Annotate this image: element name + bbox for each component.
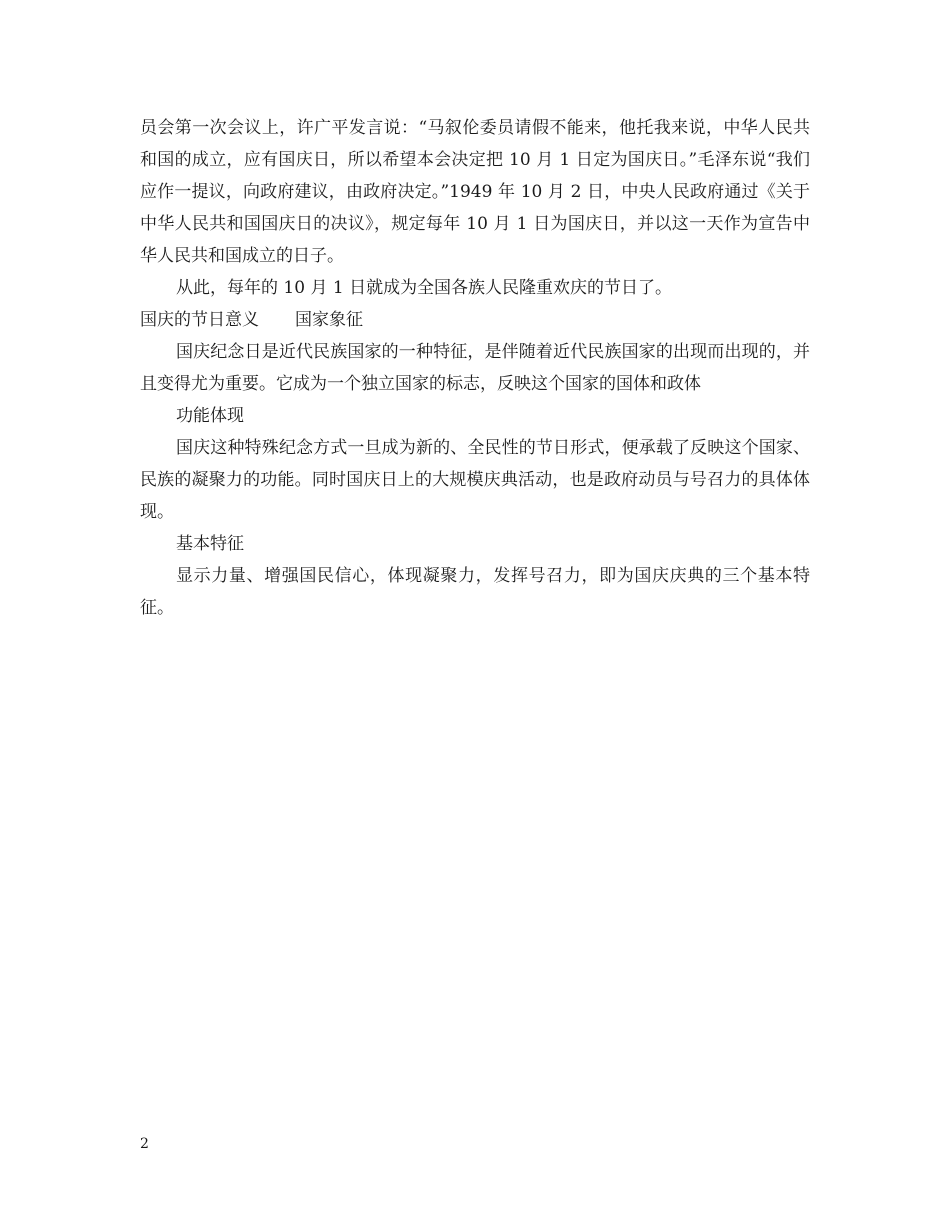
section-heading-subtitle: 国家象征: [295, 310, 363, 330]
document-body: [140, 112, 810, 624]
section-heading: [140, 304, 810, 336]
paragraph-function: 国庆这种特殊纪念方式一旦成为新的、全民性的节日形式，便承载了反映这个国家、民族的凝聚力的功能。同时国庆日上的大规模庆典活动，也是政府动员与号召力的具体体现。: [140, 438, 810, 522]
paragraph-national-celebration: 从此，每年的 10 月 1 日就成为全国各族人民隆重欢庆的节日了。: [176, 278, 673, 298]
page-number: 2: [140, 1136, 149, 1152]
subheading-function: 功能体现: [176, 406, 244, 426]
paragraph-history-continued: 员会第一次会议上，许广平发言说：“马叙伦委员请假不能来，他托我来说，中华人民共和国的成立，应有国庆日，所以希望本会决定把 10 月 1 日定为国庆日。”毛泽东说“我们应作一提议，向政府建议，由政府决定。”1949 年 10 月 2 日，中央人民政府通过《关于中华人民共和国国庆日的决议》，规定每年 10 月 1 日为国庆日，并以这一天作为宣告中华人民共和国成立的日子。: [140, 118, 810, 266]
section-heading-title: 国庆的节日意义: [140, 310, 259, 330]
paragraph-national-symbol: 国庆纪念日是近代民族国家的一种特征，是伴随着近代民族国家的出现而出现的，并且变得尤为重要。它成为一个独立国家的标志，反映这个国家的国体和政体: [140, 342, 810, 394]
paragraph-basic-features: 显示力量、增强国民信心，体现凝聚力，发挥号召力，即为国庆庆典的三个基本特征。: [140, 566, 810, 618]
subheading-basic-features: 基本特征: [176, 534, 244, 554]
